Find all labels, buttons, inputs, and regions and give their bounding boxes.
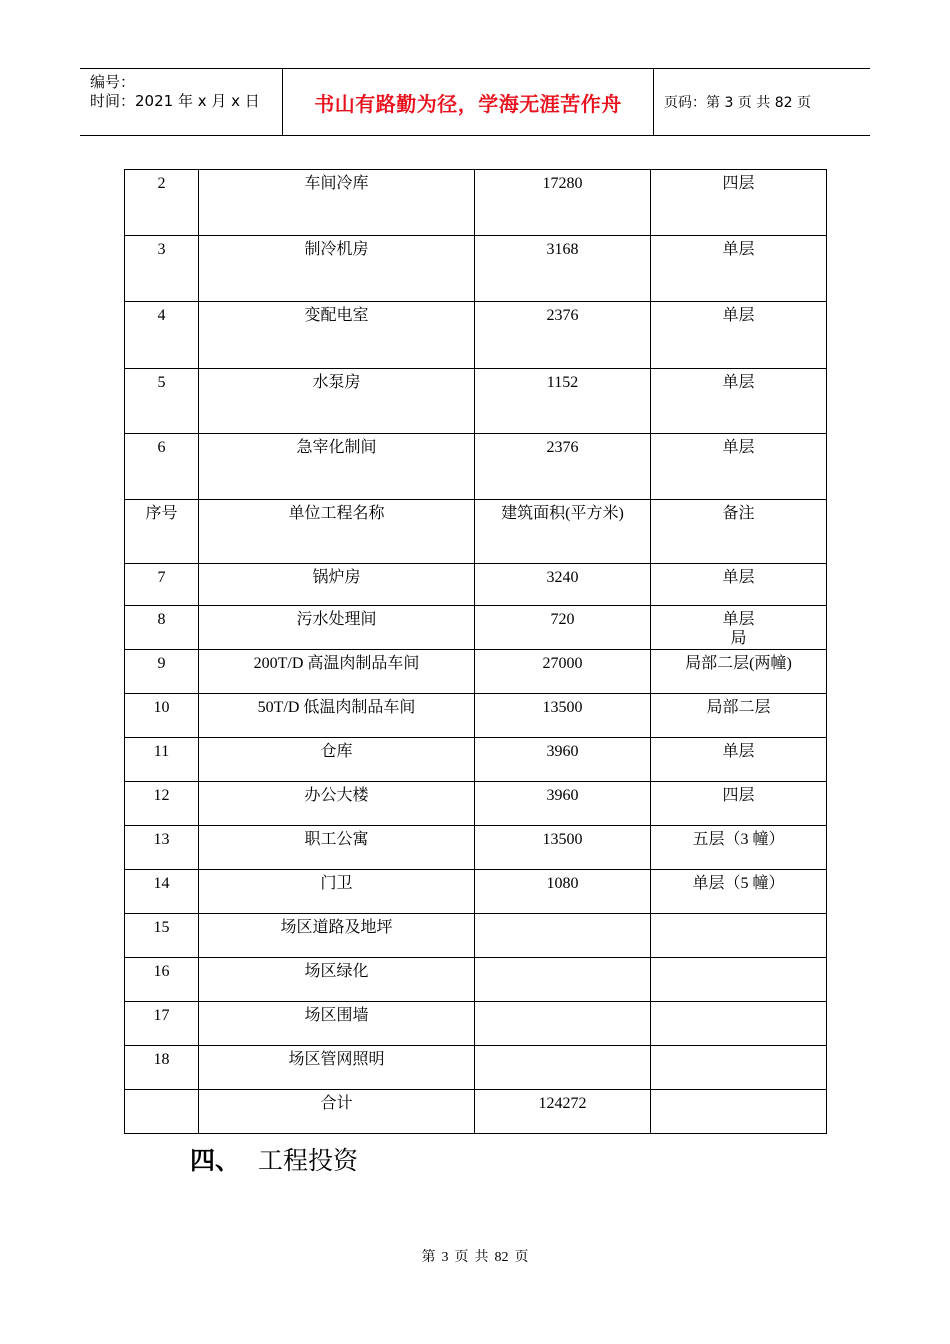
footer-text: 页 (454, 1250, 469, 1265)
footer-text: 共 (474, 1250, 489, 1265)
cell-note: 单层 (651, 369, 827, 434)
table-row (125, 170, 827, 236)
table-row (125, 914, 827, 958)
cell-area: 27000 (475, 650, 651, 694)
footer-text: 页 (514, 1250, 529, 1265)
header-page-info: 页码：第 3 页 共 82 页 (664, 95, 811, 111)
header-number-label: 编号： (90, 73, 136, 91)
cell-note: 单层（5 幢） (651, 870, 827, 914)
section-number: 四、 (190, 1146, 241, 1175)
cell-name: 污水处理间 (199, 606, 475, 650)
cell-no: 17 (125, 1002, 199, 1046)
cell-name: 车间冷库 (199, 170, 475, 236)
cell-no: 5 (125, 369, 199, 434)
cell-no: 4 (125, 302, 199, 369)
section-heading (190, 1141, 358, 1177)
cell-note: 五层（3 幢） (651, 826, 827, 870)
cell-note: 单层 (651, 738, 827, 782)
project-table-body (125, 170, 827, 1134)
footer-page-number: 3 (441, 1250, 449, 1265)
page-header (80, 68, 870, 136)
cell-no: 18 (125, 1046, 199, 1090)
table-row (125, 650, 827, 694)
footer-text: 第 (421, 1250, 436, 1265)
cell-note: 单层 (651, 564, 827, 606)
table-row (125, 738, 827, 782)
cell-name: 仓库 (199, 738, 475, 782)
cell-name: 200T/D 高温肉制品车间 (199, 650, 475, 694)
cell-name: 场区围墙 (199, 1002, 475, 1046)
table-row (125, 870, 827, 914)
project-table (124, 169, 827, 1134)
table-row (125, 694, 827, 738)
column-header-name: 单位工程名称 (199, 500, 475, 564)
total-area: 124272 (475, 1090, 651, 1134)
cell-note (651, 1090, 827, 1134)
cell-name: 办公大楼 (199, 782, 475, 826)
table-header-row (125, 500, 827, 564)
section-title: 工程投资 (258, 1146, 359, 1175)
cell-area (475, 1002, 651, 1046)
cell-note: 四层 (651, 782, 827, 826)
cell-name: 制冷机房 (199, 236, 475, 302)
cell-area: 3240 (475, 564, 651, 606)
cell-note (651, 914, 827, 958)
total-label: 合计 (199, 1090, 475, 1134)
cell-name: 场区管网照明 (199, 1046, 475, 1090)
cell-name: 场区绿化 (199, 958, 475, 1002)
cell-note-stacked (651, 606, 827, 650)
cell-name: 职工公寓 (199, 826, 475, 870)
cell-no: 13 (125, 826, 199, 870)
table-row (125, 564, 827, 606)
cell-note: 单层 (722, 611, 755, 628)
cell-name: 急宰化制间 (199, 434, 475, 500)
cell-area: 3960 (475, 738, 651, 782)
cell-name: 变配电室 (199, 302, 475, 369)
table-row (125, 1046, 827, 1090)
table-row (125, 958, 827, 1002)
cell-no: 11 (125, 738, 199, 782)
cell-area: 1152 (475, 369, 651, 434)
table-row (125, 369, 827, 434)
cell-no: 2 (125, 170, 199, 236)
cell-name: 锅炉房 (199, 564, 475, 606)
cell-note: 单层 (651, 236, 827, 302)
cell-no: 6 (125, 434, 199, 500)
cell-area: 13500 (475, 826, 651, 870)
column-header-no: 序号 (125, 500, 199, 564)
cell-no (125, 1090, 199, 1134)
cell-area: 17280 (475, 170, 651, 236)
cell-name: 场区道路及地坪 (199, 914, 475, 958)
table-row (125, 236, 827, 302)
cell-area: 2376 (475, 434, 651, 500)
cell-note: 局部二层(两幢) (651, 650, 827, 694)
cell-no: 7 (125, 564, 199, 606)
cell-note (651, 1046, 827, 1090)
cell-name: 水泵房 (199, 369, 475, 434)
table-row (125, 434, 827, 500)
cell-no: 15 (125, 914, 199, 958)
cell-area (475, 914, 651, 958)
cell-area (475, 1046, 651, 1090)
cell-area: 720 (475, 606, 651, 650)
cell-name: 50T/D 低温肉制品车间 (199, 694, 475, 738)
cell-note: 单层 (651, 434, 827, 500)
cell-area: 3960 (475, 782, 651, 826)
cell-note: 四层 (651, 170, 827, 236)
cell-note: 局部二层 (651, 694, 827, 738)
cell-note: 单层 (651, 302, 827, 369)
table-row (125, 302, 827, 369)
table-row (125, 606, 827, 650)
cell-no: 3 (125, 236, 199, 302)
cell-note (651, 1002, 827, 1046)
cell-no: 8 (125, 606, 199, 650)
cell-note-overflow: 局 (730, 630, 747, 647)
header-time-label: 时间：2021 年 x 月 x 日 (90, 92, 260, 110)
footer-total-pages: 82 (494, 1250, 509, 1265)
column-header-note: 备注 (651, 500, 827, 564)
cell-no: 10 (125, 694, 199, 738)
cell-name: 门卫 (199, 870, 475, 914)
column-header-area: 建筑面积(平方米) (475, 500, 651, 564)
table-row (125, 826, 827, 870)
cell-area (475, 958, 651, 1002)
header-motto: 书山有路勤为径，学海无涯苦作舟 (314, 91, 622, 116)
table-row (125, 782, 827, 826)
page-footer (0, 1246, 950, 1266)
cell-no: 9 (125, 650, 199, 694)
header-meta (80, 69, 282, 135)
cell-area: 3168 (475, 236, 651, 302)
cell-area: 2376 (475, 302, 651, 369)
cell-note (651, 958, 827, 1002)
cell-area: 1080 (475, 870, 651, 914)
cell-no: 16 (125, 958, 199, 1002)
table-row (125, 1002, 827, 1046)
cell-area: 13500 (475, 694, 651, 738)
header-motto-cell (282, 69, 654, 135)
cell-no: 12 (125, 782, 199, 826)
cell-no: 14 (125, 870, 199, 914)
table-total-row (125, 1090, 827, 1134)
